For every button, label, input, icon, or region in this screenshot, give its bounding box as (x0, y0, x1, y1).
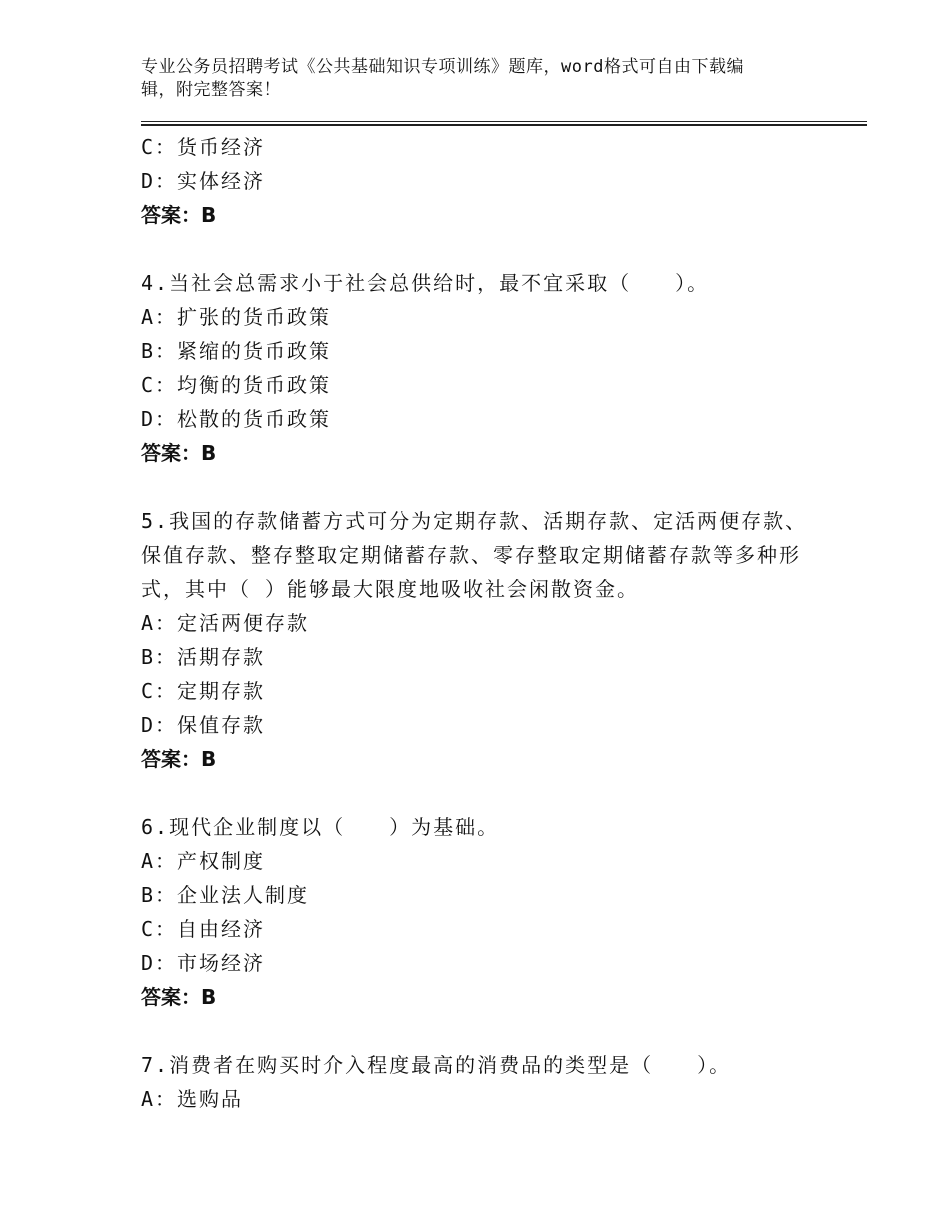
spacer (141, 776, 821, 810)
option-a: A：定活两便存款 (141, 611, 310, 635)
question-4 (141, 266, 821, 470)
option-a: A：选购品 (141, 1087, 244, 1111)
option-d: D：松散的货币政策 (141, 407, 332, 431)
question-7 (141, 1048, 821, 1116)
option-b: B：紧缩的货币政策 (141, 339, 332, 363)
option-d: D：保值存款 (141, 713, 266, 737)
answer-line: 答案：B (141, 985, 217, 1009)
option-c: C：货币经济 (141, 135, 266, 159)
question-stem-line-2: 保值存款、整存整取定期储蓄存款、零存整取定期储蓄存款等多种形 (141, 543, 801, 567)
spacer (141, 470, 821, 504)
question-stem-line-1: 5.我国的存款储蓄方式可分为定期存款、活期存款、定活两便存款、 (141, 509, 808, 533)
question-stem: 4.当社会总需求小于社会总供给时，最不宜采取（ ）。 (141, 271, 710, 295)
option-d: D：市场经济 (141, 951, 266, 975)
page-header (141, 56, 821, 102)
header-line-1: 专业公务员招聘考试《公共基础知识专项训练》题库，word格式可自由下载编 (141, 57, 744, 77)
option-c: C：定期存款 (141, 679, 266, 703)
option-a: A：产权制度 (141, 849, 266, 873)
question-3-tail (141, 130, 821, 232)
spacer (141, 1014, 821, 1048)
option-c: C：自由经济 (141, 917, 266, 941)
option-a: A：扩张的货币政策 (141, 305, 332, 329)
option-d: D：实体经济 (141, 169, 266, 193)
answer-line: 答案：B (141, 441, 217, 465)
question-stem: 7.消费者在购买时介入程度最高的消费品的类型是（ ）。 (141, 1053, 732, 1077)
question-stem: 6.现代企业制度以（ ）为基础。 (141, 815, 500, 839)
option-c: C：均衡的货币政策 (141, 373, 332, 397)
option-b: B：活期存款 (141, 645, 266, 669)
header-line-2: 辑，附完整答案！ (141, 80, 281, 100)
option-b: B：企业法人制度 (141, 883, 310, 907)
question-stem-line-3: 式，其中（ ）能够最大限度地吸收社会闲散资金。 (141, 577, 640, 601)
question-6 (141, 810, 821, 1014)
answer-line: 答案：B (141, 203, 217, 227)
question-5 (141, 504, 821, 776)
question-list (141, 130, 821, 1116)
header-rule-thin (141, 121, 867, 122)
answer-line: 答案：B (141, 747, 217, 771)
spacer (141, 232, 821, 266)
header-rule-thick (141, 124, 867, 126)
